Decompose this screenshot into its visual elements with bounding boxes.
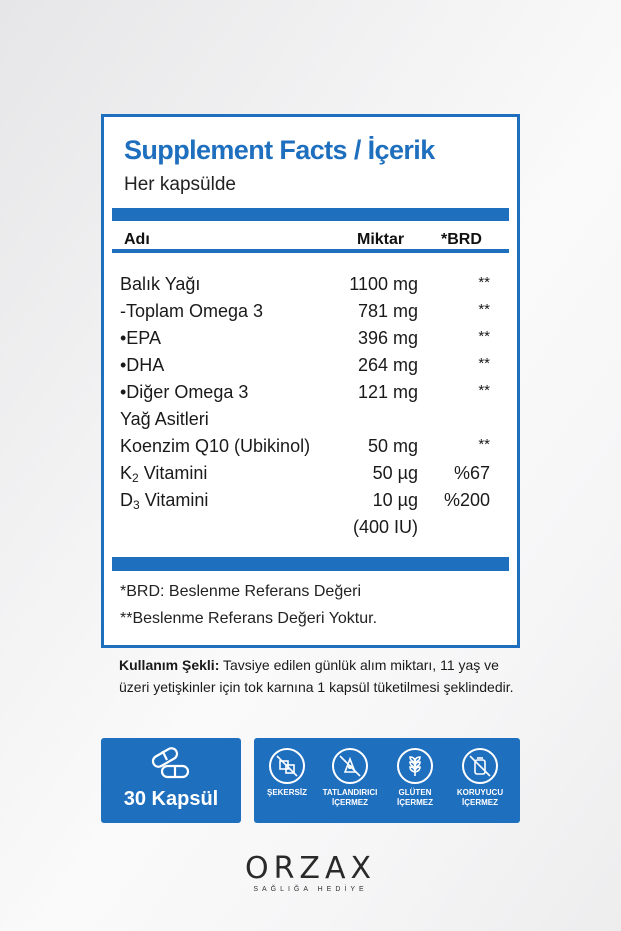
capsule-count-box xyxy=(101,738,241,823)
row-amount: 121 mg xyxy=(357,382,418,402)
supplement-facts-panel xyxy=(101,114,520,648)
table-row xyxy=(120,436,500,463)
badge-gluten-free xyxy=(387,738,443,808)
row-amount: 781 mg xyxy=(357,301,418,321)
table-row xyxy=(120,517,500,544)
badge-label: TATLANDIRICI İÇERMEZ xyxy=(322,788,378,807)
row-amount: 50 µg xyxy=(372,463,418,483)
divider-bar-bottom xyxy=(112,557,509,571)
feature-badges-box xyxy=(254,738,520,823)
table-row xyxy=(120,328,500,355)
table-row xyxy=(120,490,500,517)
badge-label: ŞEKERSİZ xyxy=(266,788,307,797)
row-rda: ** xyxy=(478,301,490,318)
badge-sugar-free xyxy=(259,738,315,798)
row-rda: %67 xyxy=(453,463,490,483)
row-name: •Diğer Omega 3 xyxy=(120,382,249,402)
panel-title: Supplement Facts / İçerik xyxy=(124,135,435,165)
preservative-free-icon xyxy=(462,748,498,784)
row-rda: %200 xyxy=(443,490,490,510)
nutrient-table xyxy=(120,274,500,544)
footnote-brd: *BRD: Beslenme Referans Değeri xyxy=(120,583,361,600)
panel-subtitle: Her kapsülde xyxy=(124,174,236,195)
row-name: $K_2$ Vitamini xyxy=(120,463,208,485)
capsule-count-label: 30 Kapsül xyxy=(123,788,219,810)
usage-instructions xyxy=(119,654,519,698)
table-row xyxy=(120,463,500,490)
row-amount: 1100 mg xyxy=(349,274,418,294)
row-name: Koenzim Q10 (Ubikinol) xyxy=(120,436,311,456)
row-name: $D_3$ Vitamini xyxy=(120,490,209,512)
row-amount: 396 mg xyxy=(357,328,418,348)
table-row xyxy=(120,355,500,382)
divider-bar-header xyxy=(112,249,509,253)
header-rda: *BRD xyxy=(441,231,482,248)
row-amount: 264 mg xyxy=(357,355,418,375)
gluten-free-icon xyxy=(397,748,433,784)
brand-tagline: SAĞLIĞA HEDİYE xyxy=(253,886,368,893)
row-rda: ** xyxy=(478,274,490,291)
header-amount: Miktar xyxy=(357,231,405,248)
row-rda: ** xyxy=(478,436,490,453)
usage-label: Kullanım Şekli: xyxy=(119,657,220,673)
capsule-icon xyxy=(148,746,192,782)
sweetener-free-icon xyxy=(332,748,368,784)
footnote-no-brd: **Beslenme Referans Değeri Yoktur. xyxy=(120,610,378,627)
table-row xyxy=(120,274,500,301)
table-row xyxy=(120,409,500,436)
badge-label: KORUYUCU İÇERMEZ xyxy=(456,788,504,807)
usage-text: Tavsiye edilen günlük alım miktarı, 11 yaş ve üzeri yetişkinler için tok karnına 1 kapsül tüketilmesi şeklindedir. xyxy=(119,657,514,695)
row-name: -Toplam Omega 3 xyxy=(120,301,264,321)
row-rda: ** xyxy=(478,355,490,372)
row-name: Balık Yağı xyxy=(120,274,201,294)
badge-sweetener-free xyxy=(322,738,378,808)
badge-label: GLÜTEN İÇERMEZ xyxy=(397,788,433,807)
table-row xyxy=(120,301,500,328)
row-name: •DHA xyxy=(120,355,165,375)
row-name: •EPA xyxy=(120,328,161,348)
row-rda: ** xyxy=(478,328,490,345)
badge-preservative-free xyxy=(452,738,508,808)
header-name: Adı xyxy=(124,231,150,248)
row-amount: 50 mg xyxy=(367,436,418,456)
brand-logo: ORZAX xyxy=(244,851,377,886)
table-row xyxy=(120,382,500,409)
divider-bar-top xyxy=(112,208,509,221)
row-rda: ** xyxy=(478,382,490,399)
row-amount: 10 µg xyxy=(372,490,418,510)
row-name: Yağ Asitleri xyxy=(120,409,209,429)
row-amount: (400 IU) xyxy=(352,517,418,537)
sugar-free-icon xyxy=(269,748,305,784)
